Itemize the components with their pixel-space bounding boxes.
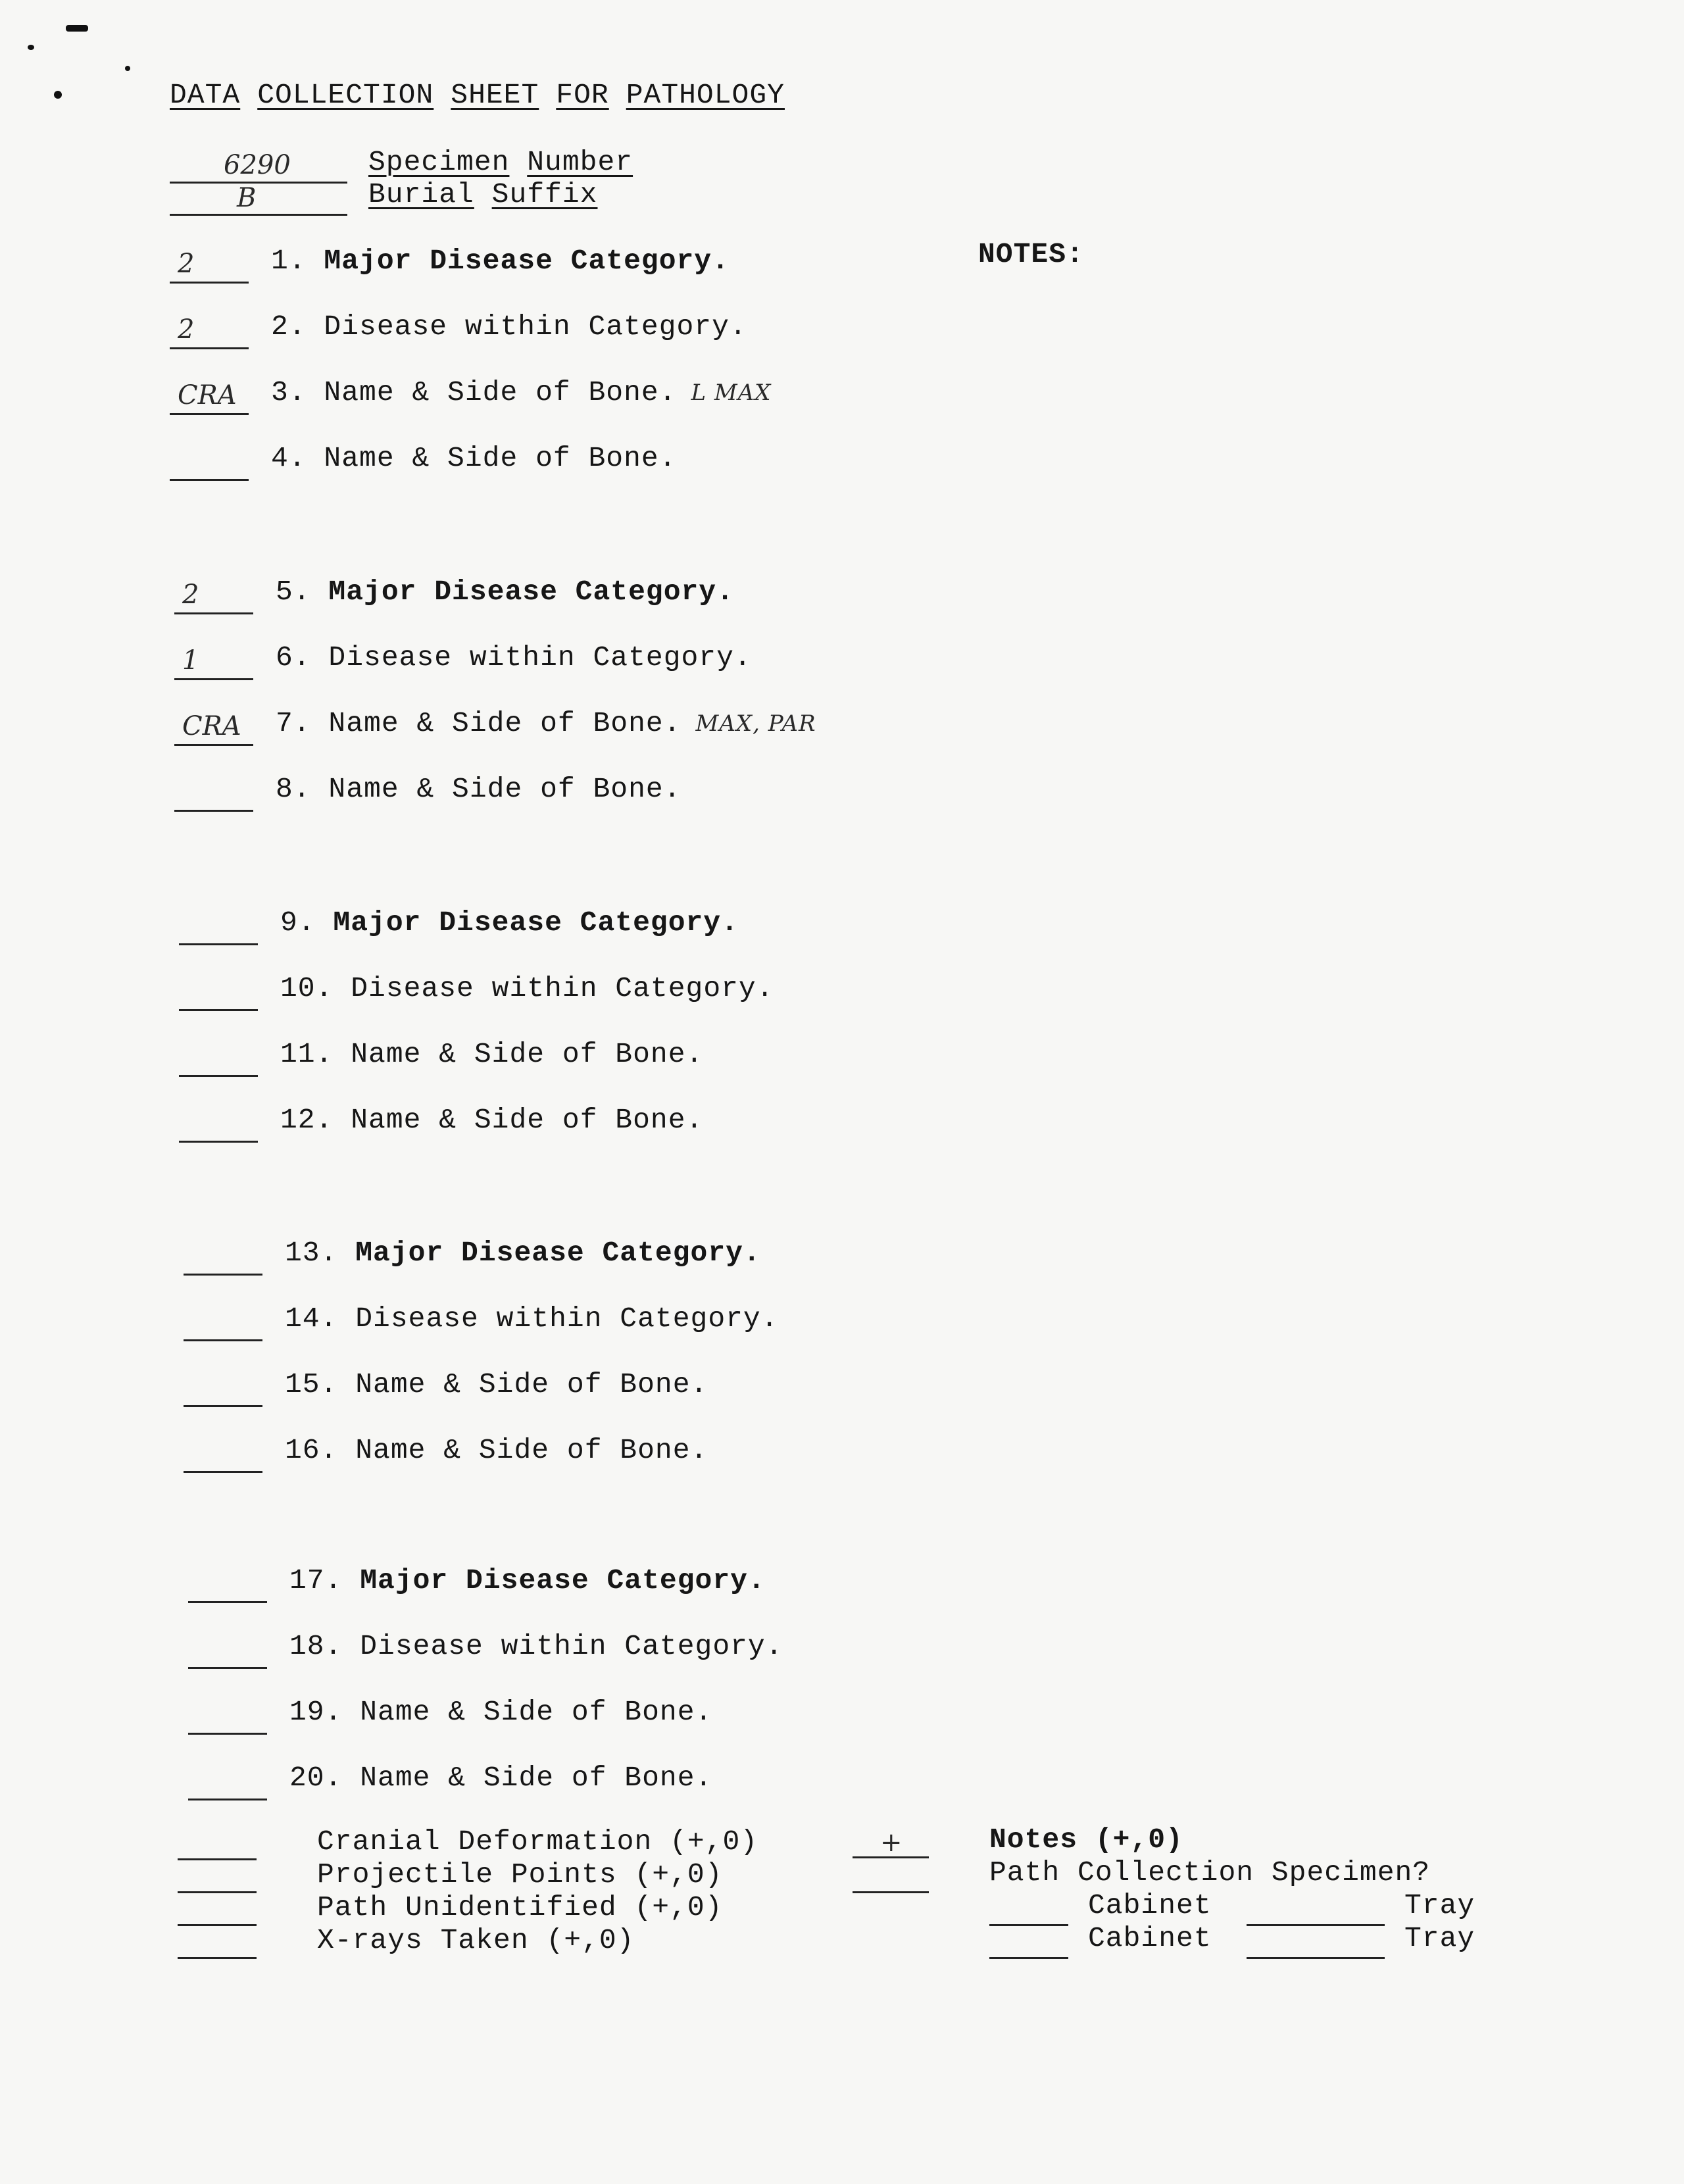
item-value-field[interactable] [179, 1075, 258, 1077]
scan-speck [125, 66, 130, 71]
item-label [289, 1564, 780, 1597]
item-value-field[interactable] [184, 1274, 262, 1276]
title-word: SHEET [451, 79, 539, 111]
path-collection-label: Path Collection Specimen? [989, 1856, 1431, 1889]
item-number: 1. [271, 245, 307, 277]
item-value-field[interactable] [184, 1405, 262, 1407]
item-label [289, 1630, 798, 1662]
item-text: Name & Side of Bone. [360, 1696, 713, 1728]
item-text: Major Disease Category. [324, 245, 730, 277]
item-text: Name & Side of Bone. [324, 376, 677, 409]
item-number: 11. [280, 1038, 334, 1070]
item-value-field[interactable] [179, 1141, 258, 1143]
burial-suffix-value: B [237, 183, 257, 213]
item-number: 10. [280, 972, 334, 1005]
checklist-value-field[interactable] [178, 1891, 257, 1893]
item-value: 2 [182, 580, 199, 610]
item-number: 9. [280, 906, 316, 939]
notes-plus-label: Notes (+,0) [989, 1824, 1183, 1856]
checklist-label: X-rays Taken (+,0) [317, 1924, 635, 1956]
item-value: CRA [178, 380, 237, 410]
specimen-number-field[interactable] [170, 182, 347, 184]
item-number: 18. [289, 1630, 343, 1662]
title-word: DATA [170, 79, 241, 111]
item-text: Name & Side of Bone. [328, 707, 681, 739]
item-text: Name & Side of Bone. [328, 773, 681, 805]
specimen-number-value: 6290 [224, 150, 291, 180]
item-value-field[interactable] [170, 413, 249, 415]
item-number: 5. [276, 576, 311, 608]
item-label [280, 1038, 718, 1070]
checklist-value-field[interactable] [178, 1858, 257, 1860]
item-label [289, 1762, 727, 1794]
item-value: 1 [182, 645, 199, 676]
title-word: PATHOLOGY [626, 79, 785, 111]
item-label [276, 773, 696, 805]
item-label [276, 707, 816, 739]
item-value: CRA [182, 711, 241, 741]
item-label [285, 1368, 722, 1401]
title-word: FOR [556, 79, 609, 111]
cabinet-field-1[interactable] [989, 1924, 1068, 1926]
item-label [285, 1434, 722, 1466]
item-text: Major Disease Category. [360, 1564, 766, 1597]
item-value-field[interactable] [170, 282, 249, 284]
item-value-field[interactable] [179, 1009, 258, 1011]
item-label [271, 310, 762, 343]
item-label [289, 1696, 727, 1728]
item-text: Major Disease Category. [333, 906, 739, 939]
tray-field-1[interactable] [1247, 1924, 1385, 1926]
item-label [276, 641, 766, 674]
checklist-label: Cranial Deformation (+,0) [317, 1825, 758, 1858]
item-value-field[interactable] [184, 1339, 262, 1341]
item-number: 6. [276, 641, 311, 674]
item-number: 4. [271, 442, 307, 474]
item-value-field[interactable] [174, 678, 253, 680]
item-number: 3. [271, 376, 307, 409]
item-text: Name & Side of Bone. [360, 1762, 713, 1794]
item-value-field[interactable] [170, 479, 249, 481]
item-number: 16. [285, 1434, 338, 1466]
item-value-field[interactable] [170, 347, 249, 349]
item-text: Name & Side of Bone. [351, 1038, 704, 1070]
item-text: Name & Side of Bone. [324, 442, 677, 474]
item-value-field[interactable] [174, 810, 253, 812]
scan-speck [54, 91, 62, 99]
tray-label-2: Tray [1404, 1922, 1475, 1954]
item-handwritten-note: MAX, PAR [695, 710, 816, 737]
tray-field-2[interactable] [1247, 1957, 1385, 1959]
item-value: 2 [178, 249, 195, 279]
checklist-label: Projectile Points (+,0) [317, 1858, 723, 1891]
item-number: 13. [285, 1237, 338, 1269]
item-text: Disease within Category. [324, 310, 747, 343]
item-text: Major Disease Category. [328, 576, 734, 608]
item-handwritten-note: L MAX [691, 380, 772, 406]
item-text: Major Disease Category. [355, 1237, 761, 1269]
page-title [170, 79, 802, 111]
burial-suffix-label: Burial Suffix [368, 178, 598, 211]
item-text: Disease within Category. [355, 1303, 779, 1335]
item-label [285, 1237, 776, 1269]
item-number: 12. [280, 1104, 334, 1136]
scan-speck [66, 25, 88, 32]
checklist-label: Path Unidentified (+,0) [317, 1891, 723, 1923]
item-text: Name & Side of Bone. [355, 1434, 708, 1466]
item-label [276, 576, 749, 608]
item-number: 19. [289, 1696, 343, 1728]
item-value-field[interactable] [188, 1799, 267, 1800]
item-number: 15. [285, 1368, 338, 1401]
item-text: Name & Side of Bone. [355, 1368, 708, 1401]
notes-heading: NOTES: [978, 238, 1084, 270]
item-number: 7. [276, 707, 311, 739]
checklist-value-field[interactable] [178, 1924, 257, 1926]
item-number: 2. [271, 310, 307, 343]
item-text: Name & Side of Bone. [351, 1104, 704, 1136]
item-text: Disease within Category. [328, 641, 752, 674]
item-label [280, 972, 789, 1005]
item-label [280, 906, 753, 939]
item-value-field[interactable] [188, 1601, 267, 1603]
cabinet-label-2: Cabinet [1088, 1922, 1212, 1954]
item-number: 8. [276, 773, 311, 805]
cabinet-field-2[interactable] [989, 1957, 1068, 1959]
checklist-value-field[interactable] [178, 1957, 257, 1959]
item-label [285, 1303, 793, 1335]
path-collection-field[interactable] [853, 1891, 929, 1893]
item-label [280, 1104, 718, 1136]
item-text: Disease within Category. [351, 972, 774, 1005]
specimen-number-label: Specimen Number [368, 146, 633, 178]
item-value-field[interactable] [188, 1667, 267, 1669]
item-value-field[interactable] [174, 744, 253, 746]
item-label [271, 442, 691, 474]
notes-plus-value: + [880, 1827, 903, 1858]
item-value-field[interactable] [174, 612, 253, 614]
item-number: 17. [289, 1564, 343, 1597]
cabinet-label-1: Cabinet [1088, 1889, 1212, 1922]
burial-suffix-field[interactable] [170, 214, 347, 216]
item-value-field[interactable] [184, 1471, 262, 1473]
item-text: Disease within Category. [360, 1630, 783, 1662]
item-value: 2 [178, 314, 195, 345]
item-value-field[interactable] [179, 943, 258, 945]
item-label [271, 245, 744, 277]
item-number: 14. [285, 1303, 338, 1335]
title-word: COLLECTION [257, 79, 434, 111]
item-number: 20. [289, 1762, 343, 1794]
scan-speck [28, 45, 34, 50]
tray-label-1: Tray [1404, 1889, 1475, 1922]
item-label [271, 376, 771, 409]
item-value-field[interactable] [188, 1733, 267, 1735]
